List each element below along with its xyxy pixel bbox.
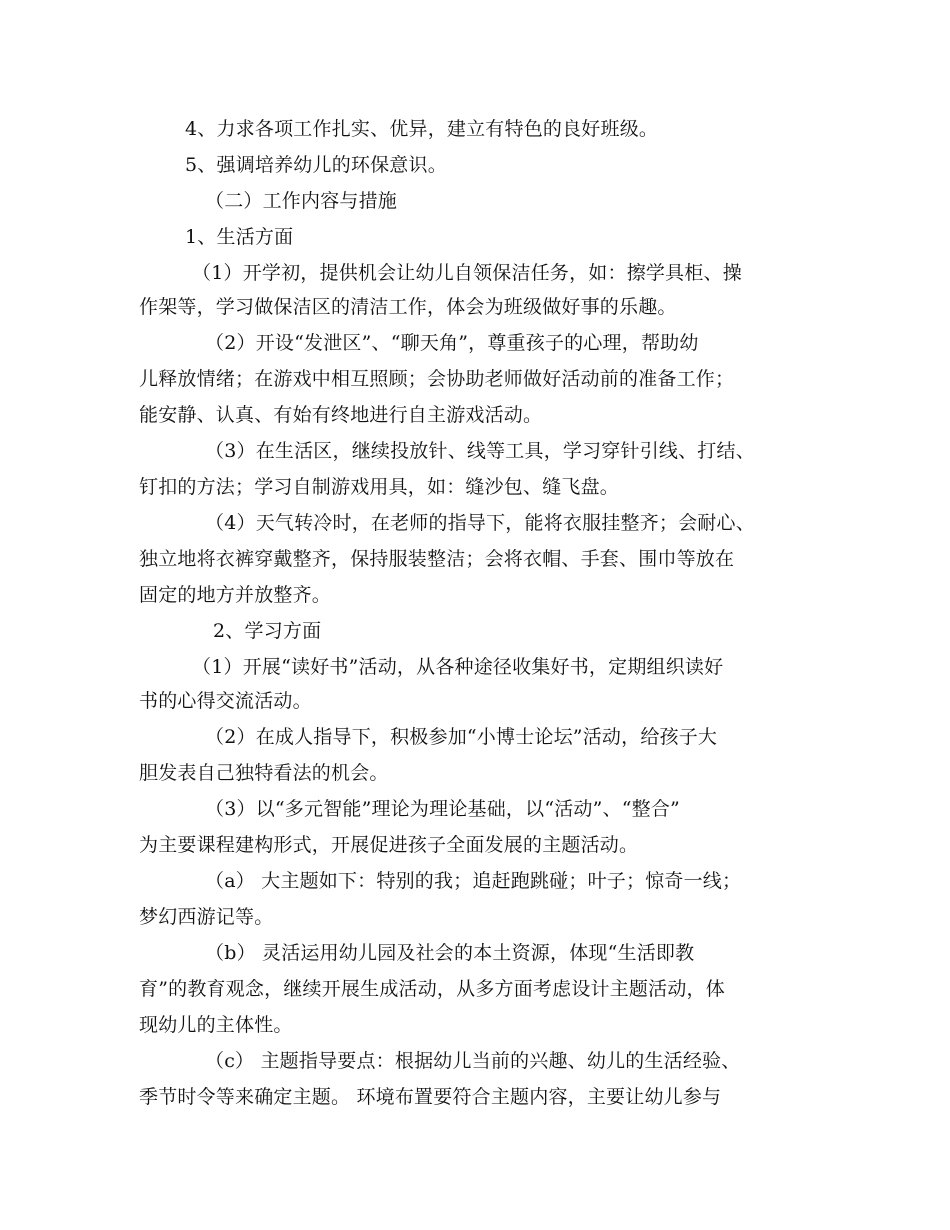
- text-line-11: 钉扣的方法；学习自制游戏用具，如：缝沙包、缝飞盘。: [139, 476, 620, 498]
- text-line-14: 固定的地方并放整齐。: [139, 584, 332, 606]
- text-line-8: 儿释放情绪；在游戏中相互照顾；会协助老师做好活动前的准备工作；: [139, 368, 735, 390]
- section-heading: （二）工作内容与措施: [205, 190, 398, 212]
- text-line-19: 胆发表自己独特看法的机会。: [139, 762, 389, 784]
- text-line-1: 4、力求各项工作扎实、优异，建立有特色的良好班级。: [185, 118, 659, 140]
- text-line-20: （3）以“多元智能”理论为理论基础，以“活动”、“整合”: [205, 798, 680, 820]
- text-line-10: （3）在生活区，继续投放针、线等工具，学习穿针引线、打结、: [205, 440, 755, 462]
- text-line-12: （4）天气转冷时，在老师的指导下，能将衣服挂整齐；会耐心、: [205, 512, 755, 534]
- text-line-24: （b） 灵活运用幼儿园及社会的本土资源，体现“生活即教: [205, 942, 695, 964]
- subsection-heading-study: 2、学习方面: [213, 620, 322, 642]
- text-line-21: 为主要课程建构形式，开展促进孩子全面发展的主题活动。: [139, 834, 639, 856]
- text-line-6: 作架等，学习做保洁区的清洁工作，体会为班级做好事的乐趣。: [139, 296, 677, 318]
- text-line-7: （2）开设“发泄区”、“聊天角”，尊重孩子的心理，帮助幼: [205, 332, 699, 354]
- text-line-5: （1）开学初，提供机会让幼儿自领保洁任务，如：擦学具柜、操: [192, 262, 742, 284]
- text-line-27: （c） 主题指导要点：根据幼儿当前的兴趣、幼儿的生活经验、: [205, 1050, 741, 1072]
- text-line-22: （a） 大主题如下：特别的我；追赶跑跳碰；叶子；惊奇一线；: [205, 870, 742, 892]
- text-line-28: 季节时令等来确定主题。 环境布置要符合主题内容，主要让幼儿参与: [139, 1086, 722, 1108]
- text-line-16: （1）开展“读好书”活动，从各种途径收集好书，定期组织读好: [192, 656, 724, 678]
- text-line-13: 独立地将衣裤穿戴整齐，保持服装整洁；会将衣帽、手套、围巾等放在: [139, 548, 735, 570]
- text-line-18: （2）在成人指导下，积极参加“小博士论坛”活动，给孩子大: [205, 726, 718, 748]
- text-line-26: 现幼儿的主体性。: [139, 1014, 293, 1036]
- text-line-2: 5、强调培养幼儿的环保意识。: [185, 154, 447, 176]
- text-line-23: 梦幻西游记等。: [139, 906, 274, 928]
- subsection-heading-life: 1、生活方面: [185, 226, 294, 248]
- text-line-17: 书的心得交流活动。: [139, 690, 312, 712]
- text-line-25: 育”的教育观念，继续开展生成活动，从多方面考虑设计主题活动，体: [139, 978, 725, 1000]
- text-line-9: 能安静、认真、有始有终地进行自主游戏活动。: [139, 404, 543, 426]
